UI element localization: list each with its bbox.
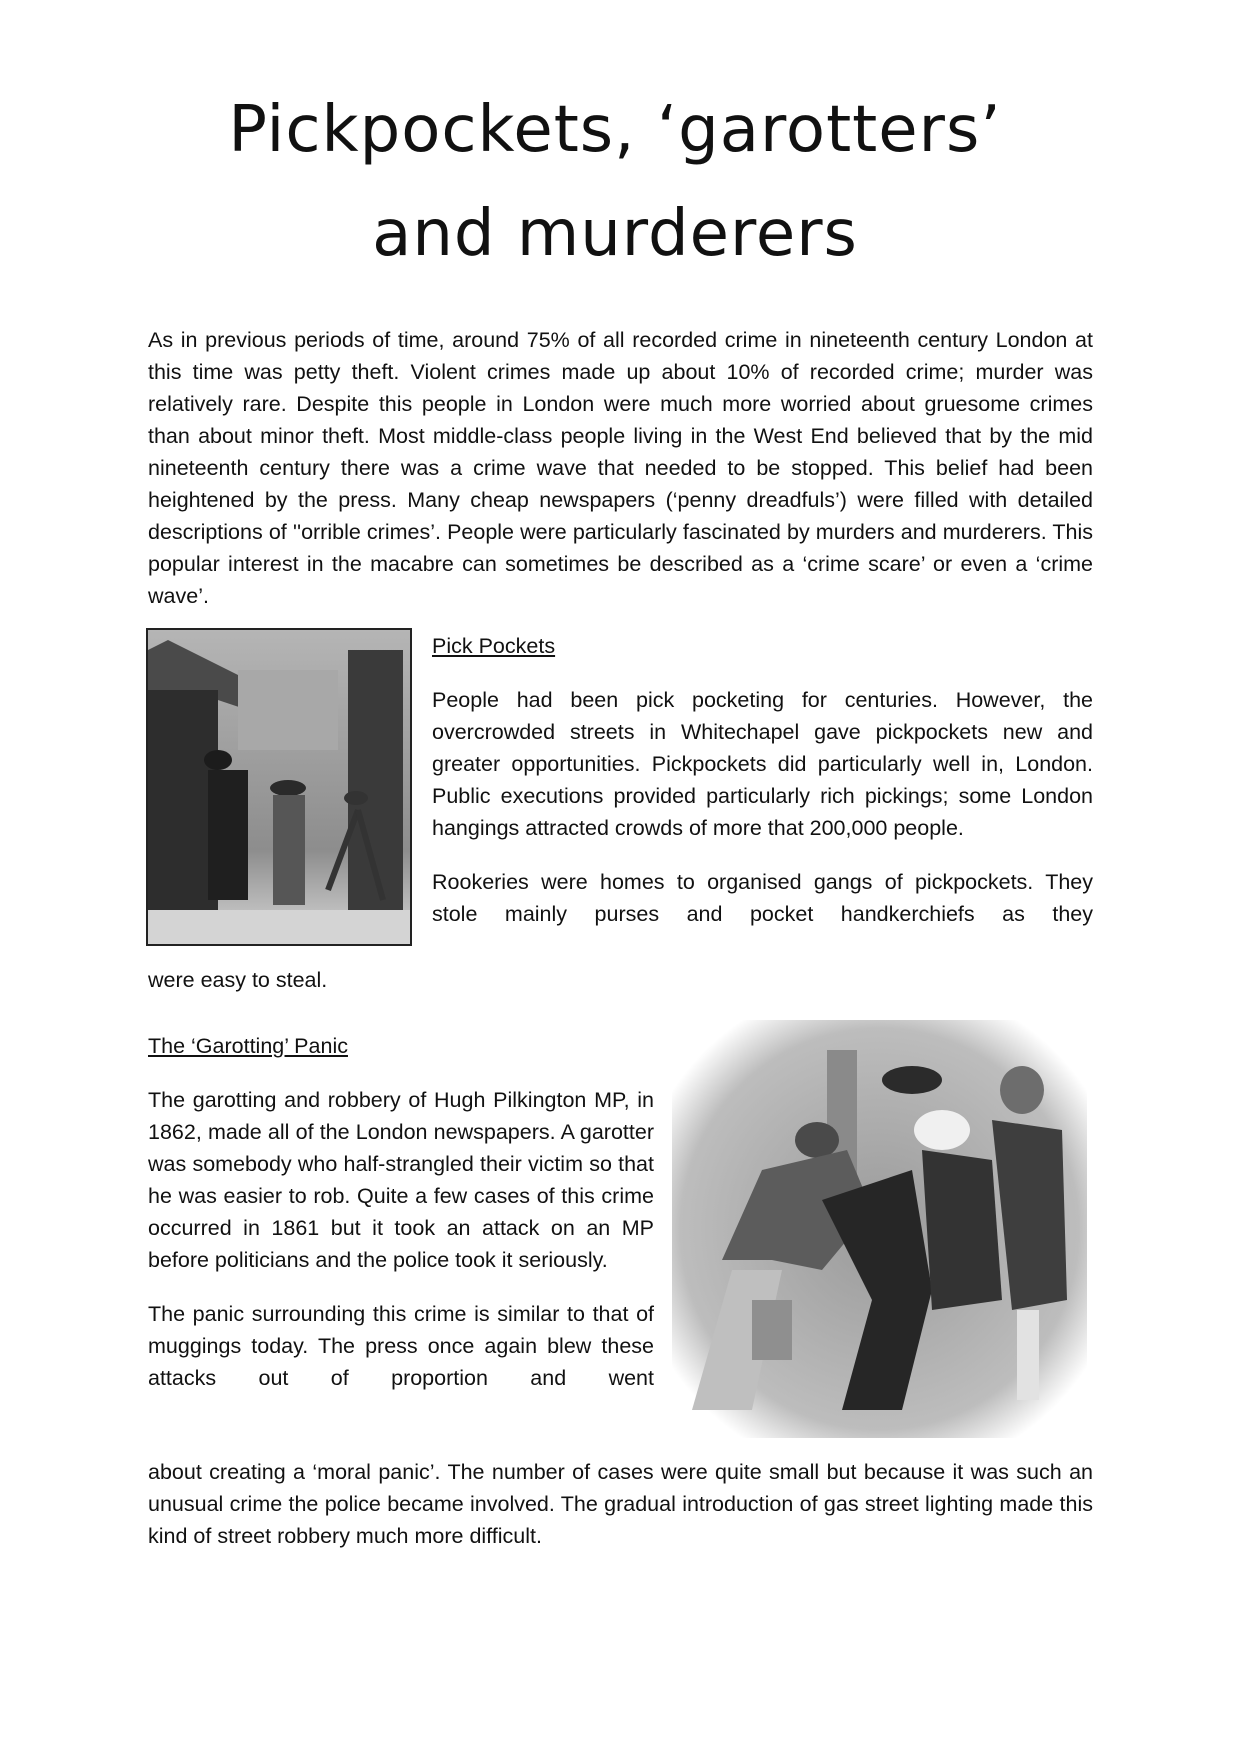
pickpockets-engraving-image	[146, 628, 412, 946]
title-line-2: and murderers	[372, 197, 858, 271]
title-line-1: Pickpockets, ‘garotters’	[228, 93, 1002, 167]
pick-pockets-heading: Pick Pockets	[432, 634, 556, 658]
pickpockets-illustration-icon	[148, 630, 410, 944]
garotting-paragraph-2-continued: about creating a ‘moral panic’. The number of cases were quite small but because it was such an unusual crime the police became involved. The gradual introduction of gas street lighting made this kind of street robbery much more difficult.	[148, 1460, 1093, 1548]
garotting-heading: The ‘Garotting’ Panic	[148, 1034, 348, 1058]
garotting-paragraph-1: The garotting and robbery of Hugh Pilkington MP, in 1862, made all of the London newspapers. A garotter was somebody who half-strangled their victim so that he was easier to rob. Quite a few cases of this crime occurred in 1861 but it took an attack on an MP before politicians and the police took it seriously.	[148, 1088, 654, 1272]
pick-pockets-paragraph-2-continued: were easy to steal.	[148, 968, 328, 992]
garotting-illustration-icon	[672, 1020, 1087, 1438]
pick-pockets-paragraph-1: People had been pick pocketing for centuries. However, the overcrowded streets in Whitechapel gave pickpockets new and greater opportunities. Pickpockets did particularly well in, London. Public executions provided particularly rich pickings; some London hangings attracted crowds of more that 200,000 people.	[432, 688, 1093, 840]
intro-paragraph: As in previous periods of time, around 75% of all recorded crime in nineteenth century London at this time was petty theft. Violent crimes made up about 10% of recorded crime; murder was relatively rare. Despite this people in London were much more worried about gruesome crimes than about minor theft. Most middle-class people living in the West End believed that by the mid nineteenth century there was a crime wave that needed to be stopped. This belief had been heightened by the press. Many cheap newspapers (‘penny dreadfuls’) were filled with detailed descriptions of ''orrible crimes’. People were particularly fascinated by murders and murderers. This popular interest in the macabre can sometimes be described as a ‘crime scare’ or even a ‘crime wave’.	[148, 328, 1093, 608]
garotting-section	[148, 1030, 654, 1394]
pick-pockets-paragraph-2: Rookeries were homes to organised gangs of pickpockets. They stole mainly purses and pocket handkerchiefs as they	[432, 870, 1093, 926]
pick-pockets-section	[432, 630, 1093, 930]
garotting-engraving-image	[672, 1020, 1087, 1438]
garotting-paragraph-2: The panic surrounding this crime is similar to that of muggings today. The press once again blew these attacks out of proportion and went	[148, 1302, 654, 1390]
page-title	[140, 78, 1090, 286]
